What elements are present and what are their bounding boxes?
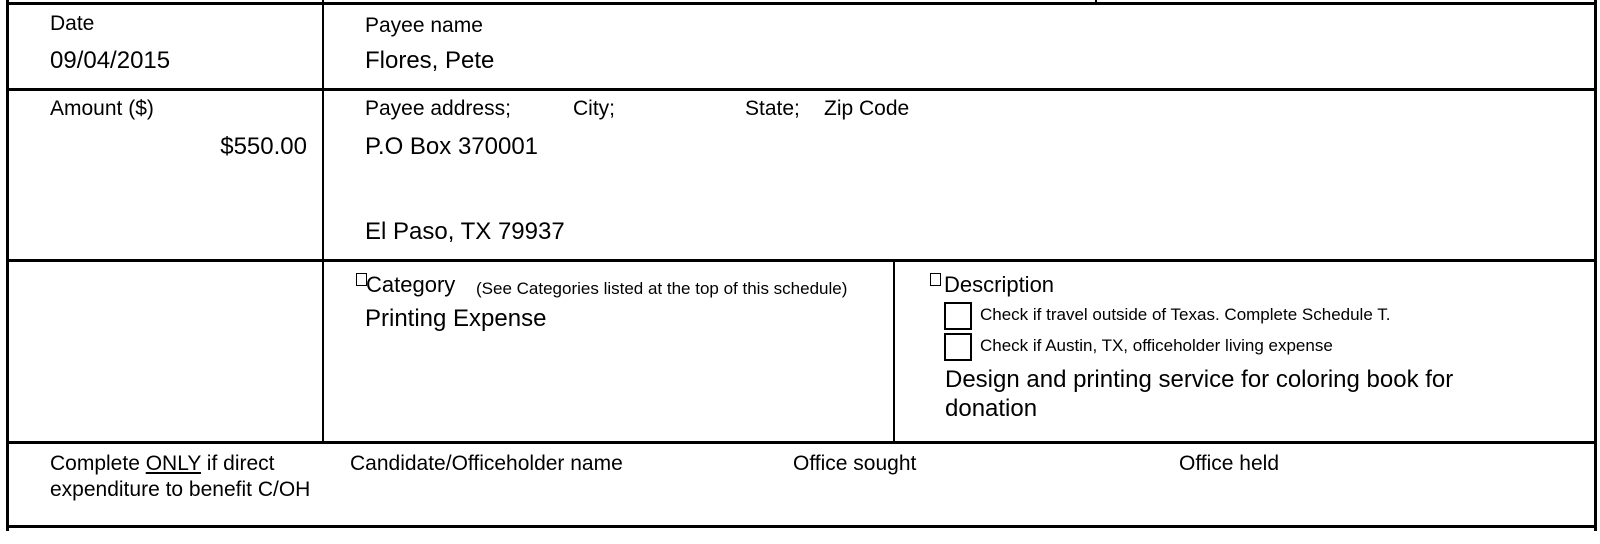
category-note: (See Categories listed at the top of this schedule) bbox=[476, 279, 848, 298]
travel-outside-texas-checkbox[interactable] bbox=[944, 302, 972, 330]
category-label: Category bbox=[366, 272, 456, 297]
complete-suffix: if direct bbox=[200, 452, 275, 475]
travel-outside-texas-label: Check if travel outside of Texas. Complete Schedule T. bbox=[980, 305, 1391, 324]
city-label: City; bbox=[573, 97, 615, 120]
payee-name-label: Payee name bbox=[365, 14, 483, 37]
address-line-1: P.O Box 370001 bbox=[365, 133, 539, 160]
column-divider bbox=[322, 0, 324, 443]
top-tick bbox=[1095, 0, 1097, 4]
candidate-officeholder-name-label: Candidate/Officeholder name bbox=[350, 452, 623, 475]
date-label: Date bbox=[50, 12, 95, 35]
payee-address-label: Payee address; bbox=[365, 97, 511, 120]
direct-expenditure-note-line-1 bbox=[50, 452, 275, 476]
austin-living-expense-label: Check if Austin, TX, officeholder living expense bbox=[980, 336, 1333, 355]
left-border bbox=[6, 0, 9, 531]
direct-expenditure-note-line-2: expenditure to benefit C/OH bbox=[50, 478, 311, 501]
row1-bottom-border bbox=[6, 88, 1596, 91]
state-label: State; bbox=[745, 97, 800, 120]
row3-bottom-border bbox=[6, 441, 1596, 444]
zip-code-label: Zip Code bbox=[824, 97, 910, 120]
office-held-label: Office held bbox=[1179, 452, 1280, 475]
address-line-2: El Paso, TX 79937 bbox=[365, 218, 565, 245]
description-label: Description bbox=[944, 272, 1055, 297]
payee-name-value: Flores, Pete bbox=[365, 47, 495, 74]
category-description-divider bbox=[893, 260, 895, 443]
office-sought-label: Office sought bbox=[793, 452, 917, 475]
austin-living-expense-checkbox[interactable] bbox=[944, 333, 972, 361]
amount-value: $550.00 bbox=[220, 133, 307, 160]
amount-label: Amount ($) bbox=[50, 97, 154, 120]
only-emphasis: ONLY bbox=[145, 452, 201, 475]
description-value-line-2: donation bbox=[945, 395, 1038, 422]
complete-prefix: Complete bbox=[50, 452, 146, 475]
row2-bottom-border bbox=[6, 259, 1596, 262]
right-border bbox=[1594, 0, 1597, 531]
description-marker-box bbox=[930, 273, 941, 286]
category-value: Printing Expense bbox=[365, 305, 547, 332]
date-value: 09/04/2015 bbox=[50, 47, 171, 74]
description-value-line-1: Design and printing service for coloring book for bbox=[945, 366, 1454, 393]
top-border bbox=[6, 2, 1596, 5]
form-bottom-border bbox=[6, 525, 1596, 528]
